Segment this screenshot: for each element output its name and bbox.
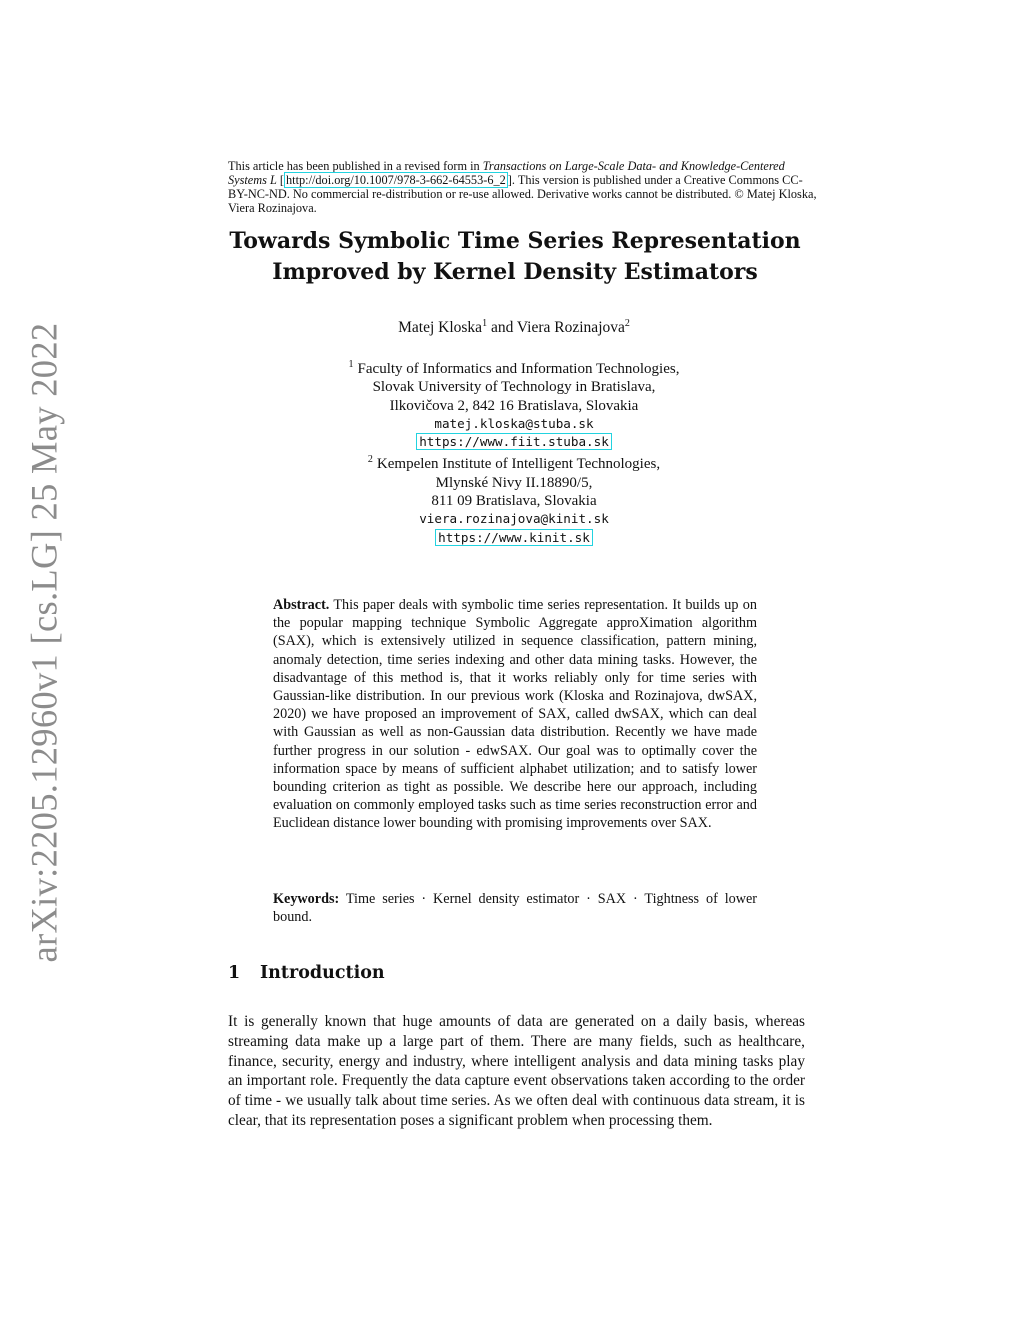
affiliation-2-line-3: 811 09 Bratislava, Slovakia [431,493,597,510]
affiliation-2-line-1 [228,451,800,473]
affiliation-2-email[interactable]: viera.rozinajova@kinit.sk [419,511,609,527]
introduction-paragraph: It is generally known that huge amounts of data are generated on a daily basis, whereas streaming data make up a large part of them. There are many fields, such as healthcare, finance, security, energy and industry, where intelligent analysis and data mining tasks play an important role. Frequently the data capture event observations taken according to the order of time - we usually talk about time series. As we often deal with continuous data stream, it is clear, that its representation poses a significant problem when processing them. [228,1013,805,1129]
affiliation-1-institution: Faculty of Informatics and Information Technologies, [357,361,680,377]
keywords-text: Time series · Kernel density estimator · SAX · Tightness of lower bound. [273,891,757,926]
section-number: 1 [228,963,241,983]
keywords-label: Keywords: [273,891,340,907]
abstract-text: This paper deals with symbolic time series representation. It builds up on the popular mapping technique Symbolic Aggregate approXimation algorithm (SAX), which is extensively utilized in sequence classification, pattern mining, anomaly detection, time series indexing and other data mining tasks. However, the disadvantage of this method is, that it works reliably only for time series with Gaussian-like distribution. In our previous work (Kloska and Rozinajova, dwSAX, 2020) we have proposed an improvement of SAX, called dwSAX, which can deal with Gaussian as well as non-Gaussian data distribution. Recently we have made further progress in our solution - edwSAX. Our goal was to optimally cover the information space by means of sufficient alphabet utilization; and to satisfy lower bounding criterion as tight as possible. We describe here our approach, including evaluation on commonly employed tasks such as time series reconstruction error and Euclidean distance lower bounding with promising improvements over SAX. [273,597,757,832]
title-line-2: Improved by Kernel Density Estimators [272,259,758,285]
affiliation-1-url[interactable]: https://www.fiit.stuba.sk [416,433,612,450]
affiliation-2-line-2: Mlynské Nivy II.18890/5, [435,474,593,491]
affiliation-2-number: 2 [367,454,373,466]
abstract-label: Abstract. [273,597,330,613]
author-list [228,318,800,337]
affiliation-1-line-3: Ilkovičova 2, 842 16 Bratislava, Slovakia [389,397,639,414]
affiliations [228,356,800,547]
affiliation-1-email[interactable]: matej.kloska@stuba.sk [434,415,594,431]
title-line-1: Towards Symbolic Time Series Representation [229,228,801,254]
affiliation-1-line-1 [228,356,800,378]
arxiv-side-stamp [22,322,66,963]
author-name-1: Matej Kloska [398,319,483,337]
author-separator: and [487,319,517,337]
affiliation-2-institution: Kempelen Institute of Intelligent Technologies, [376,456,661,473]
affiliation-2-url[interactable]: https://www.kinit.sk [435,529,593,546]
arxiv-identifier: arXiv:2205.12960v1 [cs.LG] 25 May 2022 [23,322,65,963]
notice-text-start: This article has been published in a revised form in [228,159,483,173]
section-title: Introduction [260,963,385,983]
notice-text-end: . This version is published under a Creative Commons CC-BY-NC-ND. No commercial re-distribution or re-use allowed. Derivative works cannot be distributed. © Matej Kloska, Viera Rozinajova. [228,173,817,215]
author-affil-mark-1: 1 [482,318,488,329]
section-heading [228,963,728,983]
affiliation-1-number: 1 [348,359,354,370]
paper-title [200,226,830,288]
author-affil-mark-2: 2 [624,318,630,329]
abstract [273,596,757,833]
affiliation-1-line-2: Slovak University of Technology in Bratislava, [372,379,656,396]
keywords [273,890,757,926]
journal-name: Transactions on Large-Scale Data- and Knowledge-Centered Systems L [228,159,785,187]
author-name-2: Viera Rozinajova [516,319,625,337]
publication-notice: This article has been published in a revised form in Transactions on Large-Scale Data- and Knowledge-Centered Systems L [ http://doi.org/10.1007/978-3-662-64553-6_2 ]. This version is published under a Creative Commons CC-BY-NC-ND. No commercial re-distribution or re-use allowed. Derivative works cannot be distributed. © Matej Kloska, Viera Rozinajova. [228,159,817,215]
doi-link[interactable]: http://doi.org/10.1007/978-3-662-64553-6_2 [286,173,506,187]
